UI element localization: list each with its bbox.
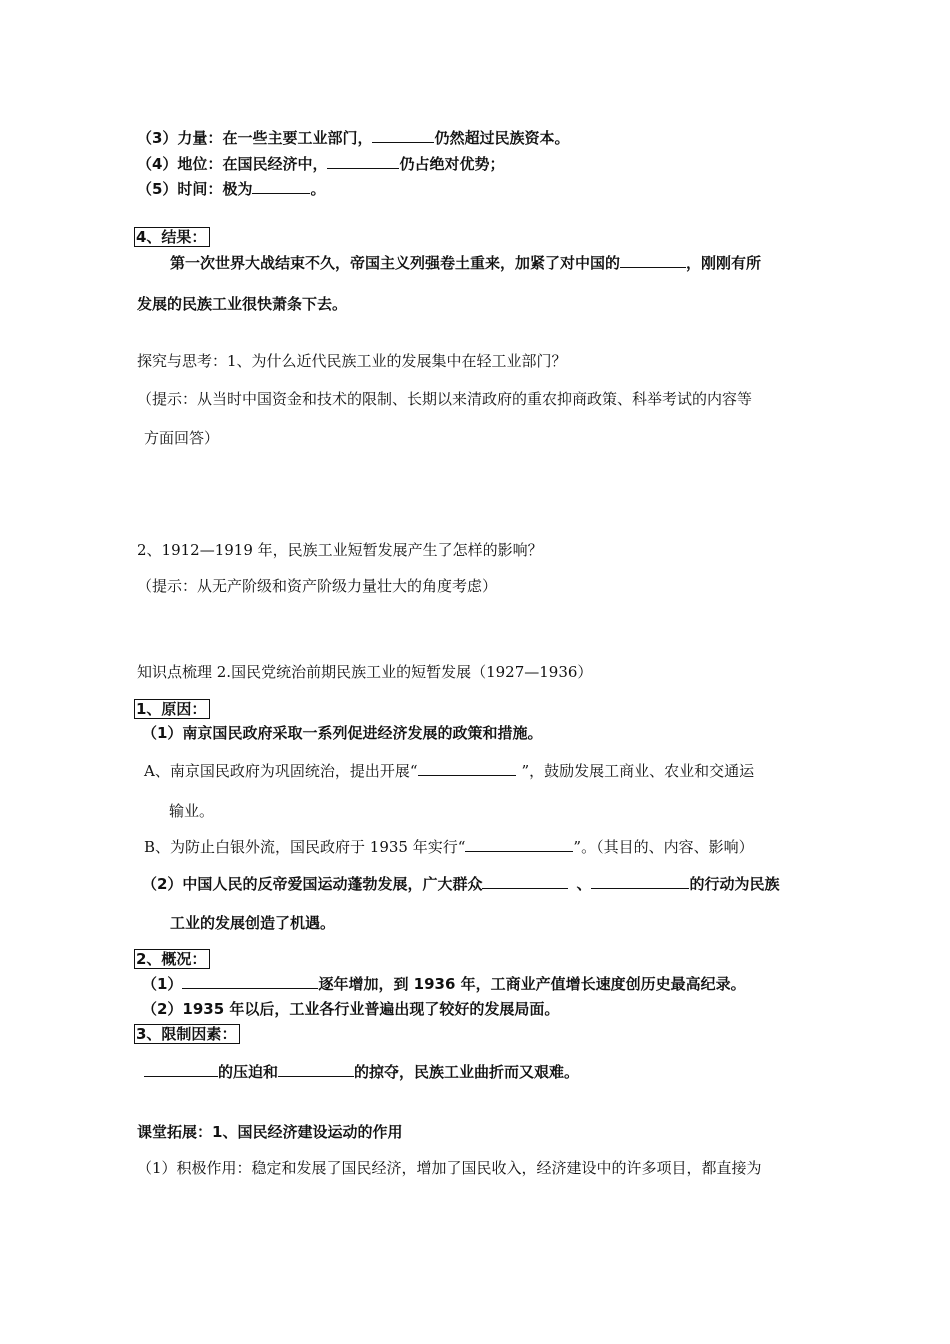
fill-blank[interactable] (620, 252, 686, 268)
result-paragraph-line1 (170, 252, 761, 273)
cause-2 (142, 873, 779, 894)
limit-heading-label: 3、限制因素： (134, 1024, 240, 1044)
result-text-tail: ，刚刚有所 (686, 254, 762, 272)
overview-2: （2）1935 年以后，工业各行业普遍出现了较好的发展局面。 (142, 1000, 560, 1018)
item-strength-text: 仍然超过民族资本。 (434, 129, 570, 147)
explore-hint-1-cont: 方面回答） (144, 429, 220, 447)
cause-1: （1）南京国民政府采取一系列促进经济发展的政策和措施。 (142, 724, 543, 742)
item-time-label: （5）时间：极为 (137, 180, 253, 198)
item-strength-label: （3）力量：在一些主要工业部门， (137, 129, 373, 147)
cause-heading-label: 1、原因： (134, 699, 210, 719)
section-title: 知识点梳理 2.国民党统治前期民族工业的短暂发展（1927—1936） (137, 663, 593, 681)
overview-1-label: （1） (142, 975, 183, 993)
limit-text-mid: 的压迫和 (218, 1063, 279, 1081)
fill-blank[interactable] (182, 973, 318, 989)
cause-b (144, 836, 754, 857)
item-status-text: 仍占绝对优势； (399, 155, 505, 173)
fill-blank[interactable] (465, 836, 573, 852)
item-time-text: 。 (310, 180, 326, 198)
fill-blank[interactable] (144, 1061, 218, 1077)
result-paragraph-line2: 发展的民族工业很快萧条下去。 (137, 295, 348, 313)
expand-paragraph: （1）积极作用：稳定和发展了国民经济，增加了国民收入，经济建设中的许多项目，都直接为 (137, 1159, 762, 1177)
cause-a-text: A、南京国民政府为巩固统治，提出开展“ (144, 762, 418, 780)
item-status-label: （4）地位：在国民经济中， (137, 155, 328, 173)
item-time (137, 178, 325, 199)
cause-2-tail: 的行动为民族 (689, 875, 780, 893)
limit-text (144, 1061, 579, 1082)
overview-heading-label: 2、概况： (134, 949, 210, 969)
overview-1-text: 逐年增加，到 1936 年，工商业产值增长速度创历史最高纪录。 (318, 975, 746, 993)
limit-heading (134, 1024, 240, 1044)
explore-question-1: 探究与思考：1、为什么近代民族工业的发展集中在轻工业部门？ (137, 352, 567, 370)
overview-1 (142, 973, 746, 994)
fill-blank[interactable] (482, 873, 568, 889)
explore-question-2: 2、1912—1919 年，民族工业短暂发展产生了怎样的影响？ (137, 541, 543, 559)
item-strength (137, 127, 569, 148)
cause-2-sep: 、 (576, 875, 592, 893)
cause-a-cont: 输业。 (169, 802, 215, 820)
item-status (137, 153, 504, 174)
overview-heading (134, 949, 210, 969)
fill-blank[interactable] (418, 760, 516, 776)
expand-title: 课堂拓展：1、国民经济建设运动的作用 (137, 1123, 403, 1141)
cause-2-text: （2）中国人民的反帝爱国运动蓬勃发展，广大群众 (142, 875, 483, 893)
cause-a (144, 760, 754, 781)
cause-a-tail: ”，鼓励发展工商业、农业和交通运 (521, 762, 755, 780)
cause-heading (134, 699, 210, 719)
fill-blank[interactable] (278, 1061, 354, 1077)
explore-hint-2: （提示：从无产阶级和资产阶级力量壮大的角度考虑） (137, 577, 498, 595)
limit-text-tail: 的掠夺，民族工业曲折而又艰难。 (354, 1063, 580, 1081)
explore-hint-1: （提示：从当时中国资金和技术的限制、长期以来清政府的重农抑商政策、科举考试的内容等 (137, 390, 753, 408)
cause-b-tail: ”。（其目的、内容、影响） (573, 838, 754, 856)
cause-b-text: B、为防止白银外流，国民政府于 1935 年实行“ (144, 838, 466, 856)
fill-blank[interactable] (252, 178, 310, 194)
result-heading-label: 4、结果： (134, 227, 210, 247)
fill-blank[interactable] (372, 127, 434, 143)
fill-blank[interactable] (327, 153, 399, 169)
cause-2-cont: 工业的发展创造了机遇。 (170, 914, 336, 932)
fill-blank[interactable] (591, 873, 689, 889)
result-text: 第一次世界大战结束不久，帝国主义列强卷土重来，加紧了对中国的 (170, 254, 621, 272)
result-heading (134, 227, 210, 247)
